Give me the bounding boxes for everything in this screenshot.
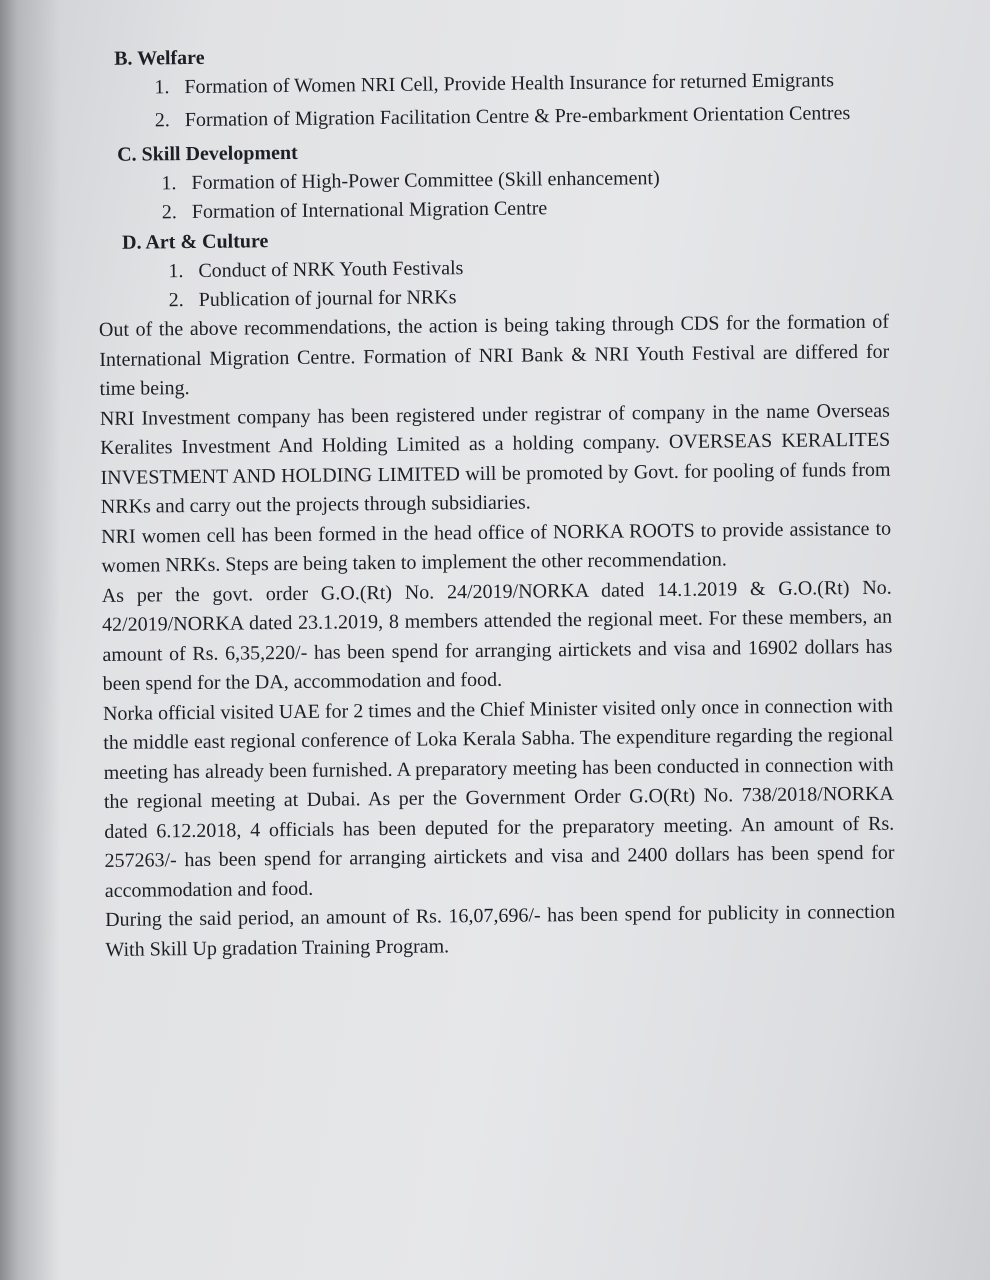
skill-development-list: [161, 162, 898, 228]
list-item: 1. Conduct of NRK Youth Festivals: [168, 257, 464, 283]
list-item: 2. Formation of International Migration Centre: [161, 197, 548, 224]
section-skill-development: [97, 132, 898, 228]
list-item: 1. Formation of Women NRI Cell, Provide Health Insurance for returned Emigrants: [154, 69, 835, 99]
document-body: [96, 36, 906, 965]
paragraph-uae-visit: Norka official visited UAE for 2 times and the Chief Minister visited only once in connection with the middle east regional conference of Loka Kerala Sabha. The expenditure regarding the regional meeting has already been furnished. A preparatory meeting has been conducted in connection with the regional meeting at Dubai. As per the Government Order G.O(Rt) No. 738/2018/NORKA dated 6.12.2018, 4 officials has been deputed for the preparatory meeting. An amount of Rs. 257263/- has been spend for arranging airtickets and visa and 2400 dollars has been spend for accommodation and food.: [102, 694, 895, 902]
paragraph-recommendations-action: Out of the above recommendations, the action is being taking through CDS for the formation of International Migration Centre. Formation of NRI Bank & NRI Youth Festival are differed for time being.: [98, 310, 890, 400]
list-item: 2. Formation of Migration Facilitation Centre & Pre-embarkment Orientation Centres: [154, 102, 851, 132]
welfare-list: [154, 66, 890, 136]
section-heading-welfare: B. Welfare: [114, 46, 205, 70]
paragraph-women-cell: NRI women cell has been formed in the head office of NORKA ROOTS to provide assistance to women NRKs. Steps are being taken to implement the other recommendation.: [101, 517, 892, 577]
paragraph-investment-company: NRI Investment company has been registered under registrar of company in the name Overseas Keralites Investment And Holding Limited as a holding company. OVERSEAS KERALITES INVESTMENT AND HOLDING LIMITED will be promoted by Govt. for pooling of funds from NRKs and carry out the projects through subsidiaries.: [99, 399, 891, 518]
paragraph-regional-meet: As per the govt. order G.O.(Rt) No. 24/2019/NORKA dated 14.1.2019 & G.O.(Rt) No. 42/2019/NORKA dated 23.1.2019, 8 members attended the regional meet. For these members, an amount of Rs. 6,35,220/- has been spend for arranging airtickets and visa and 16902 dollars has been spend for the DA, accommodation and food.: [101, 576, 893, 695]
page-fold-shadow: [0, 0, 60, 1280]
list-item: 1. Formation of High-Power Committee (Skill enhancement): [161, 167, 660, 195]
list-item: 2. Publication of journal for NRKs: [168, 286, 457, 312]
section-heading-art-culture: D. Art & Culture: [121, 230, 269, 254]
section-art-culture: [98, 220, 899, 316]
art-culture-list: [168, 250, 899, 316]
section-heading-skill-development: C. Skill Development: [117, 141, 298, 166]
paragraph-publicity: During the said period, an amount of Rs. 16,07,696/- has been spend for publicity in connection With Skill Up gradation Training Program.: [105, 900, 896, 961]
section-welfare: [96, 36, 897, 136]
